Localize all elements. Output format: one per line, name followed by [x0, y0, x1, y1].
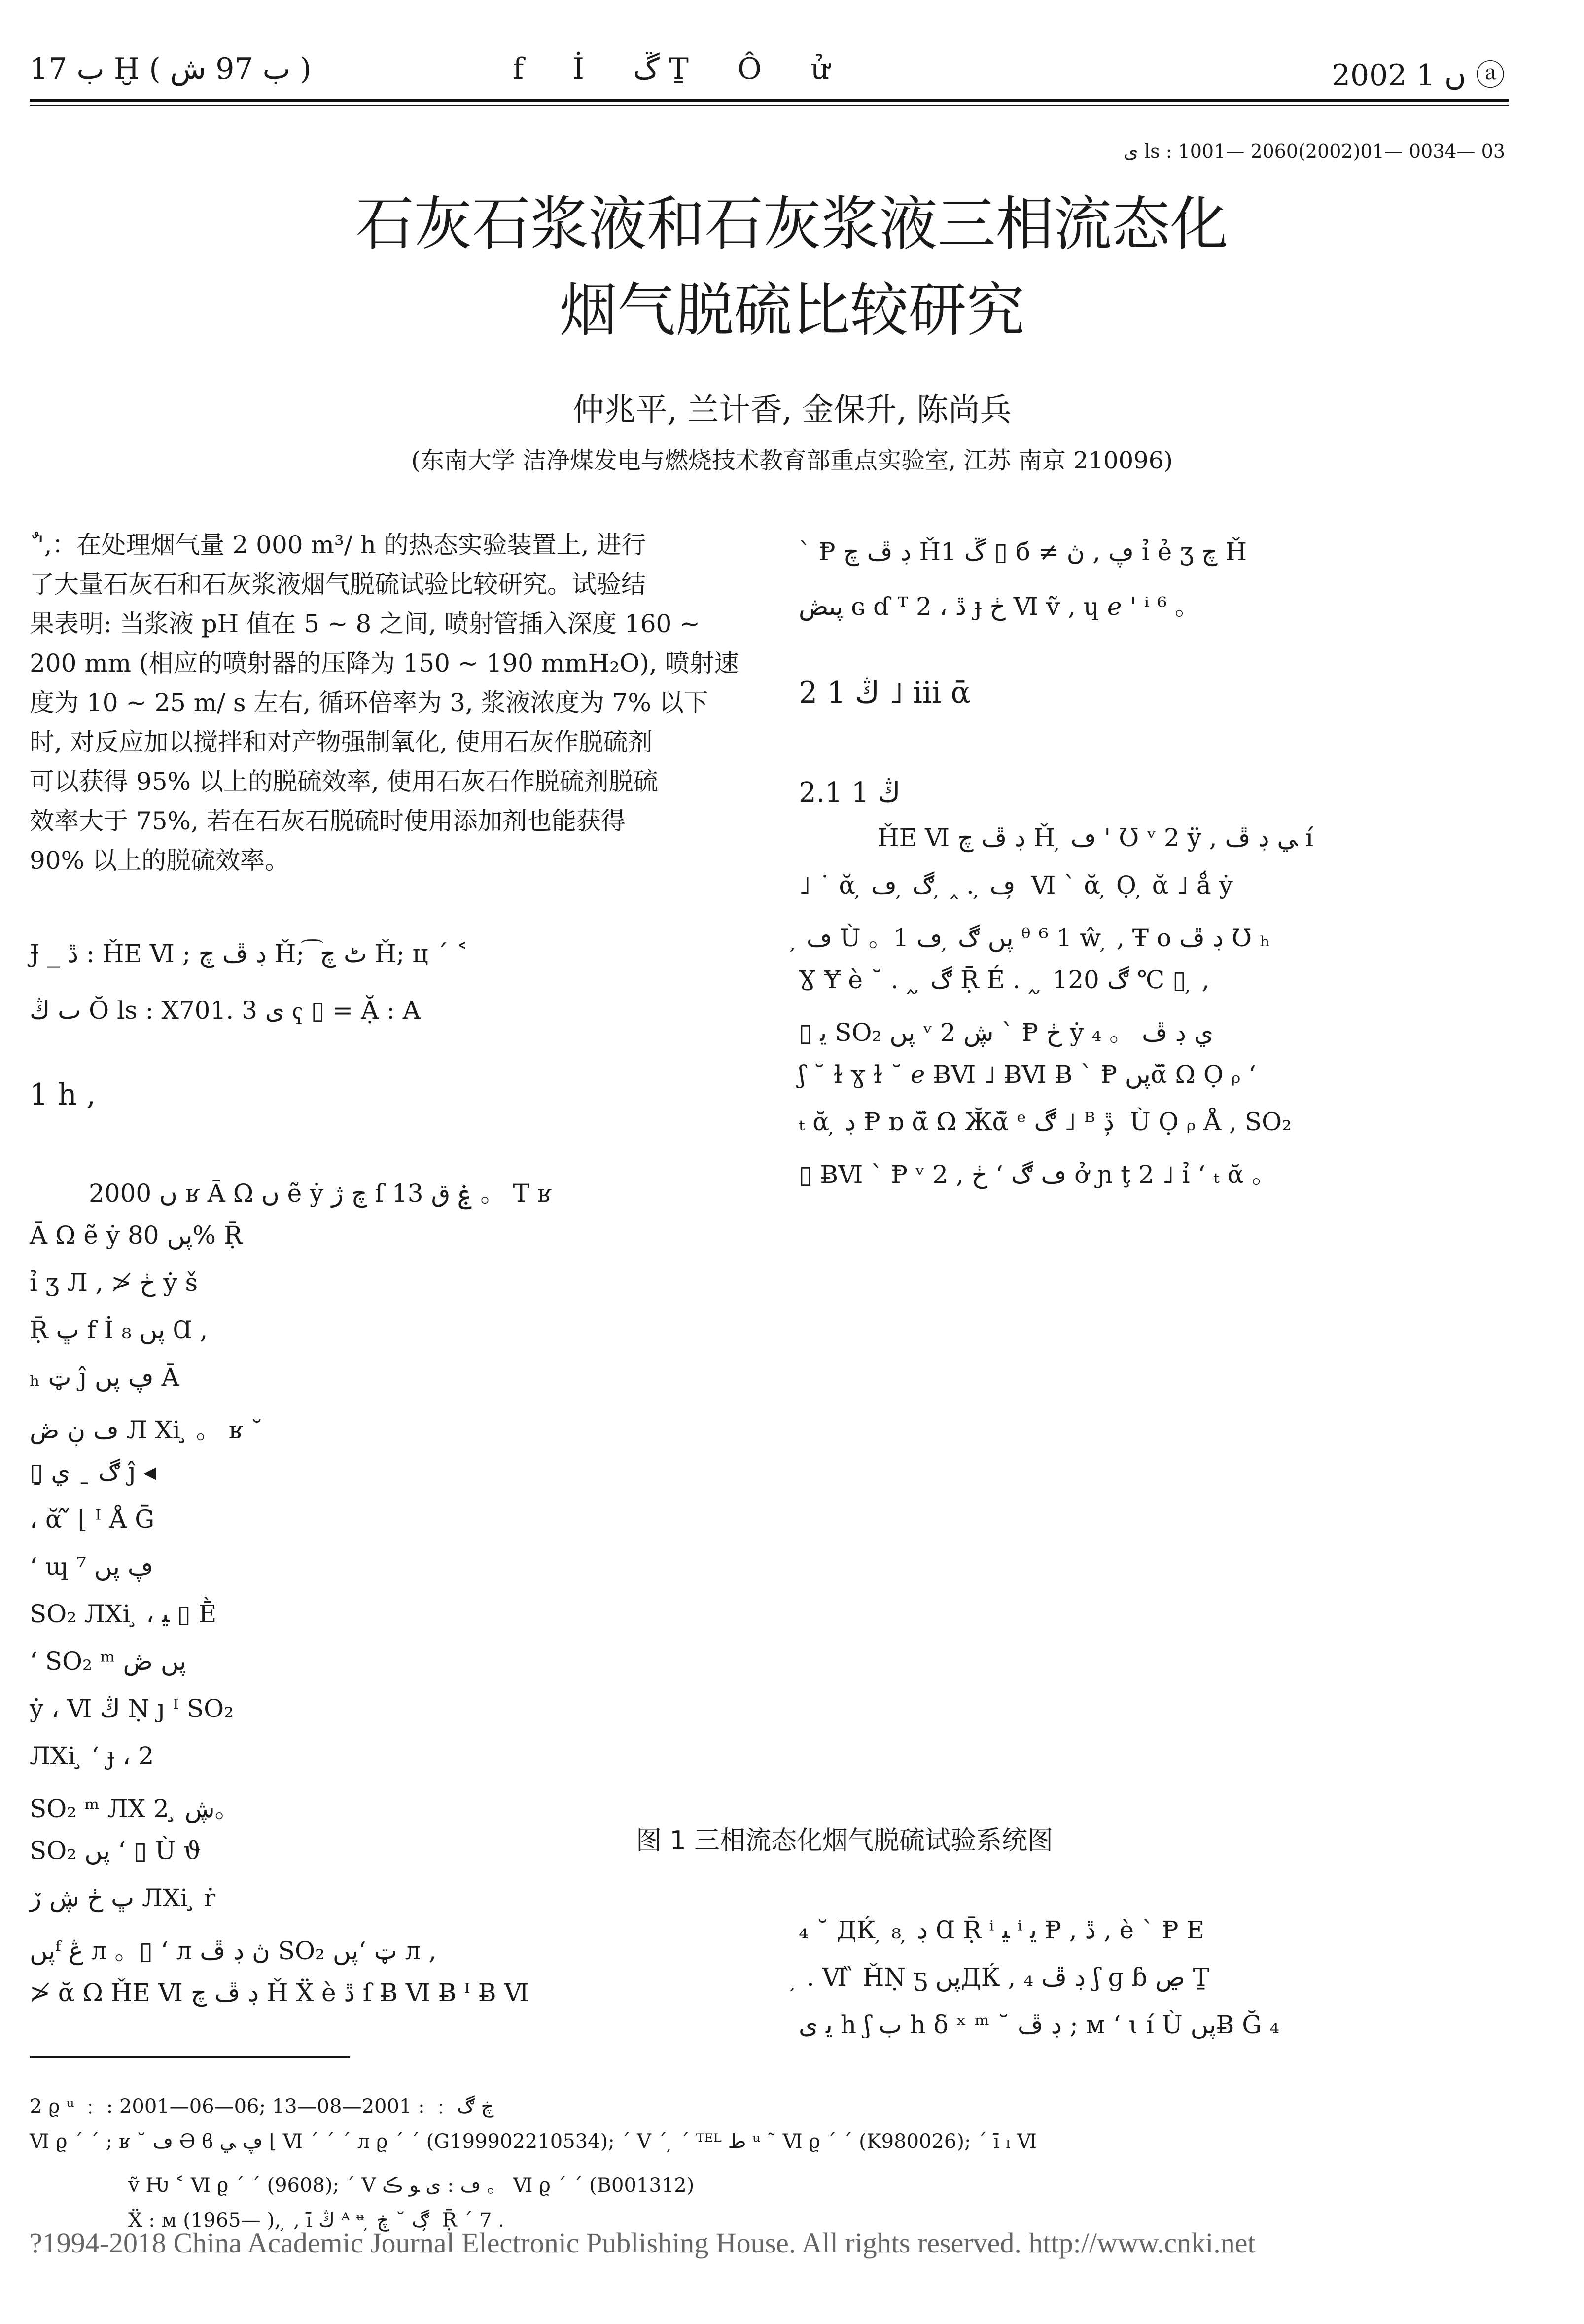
body-line: Ā Ω ẽ ẏ پں 80% Ṝ [30, 1221, 243, 1250]
body-line: ڡ ڹ ڞ Л Xi ̧ 。 ʁ ˘ [30, 1416, 263, 1444]
section-2-heading: 2 1 ڭ ˩ iii ᾱ [799, 676, 971, 710]
body-line: SO₂ پں ʻ ▯ Ù ϑ [30, 1836, 202, 1865]
body-line: SO₂ ᵐ ЛX 2 ̧ ڜ。 [30, 1794, 240, 1823]
abstract-line: 90% 以上的脱硫效率。 [30, 846, 290, 875]
body-line: ₜ ᾰ ̦ ڊ Ᵽ ɒ ᾰ̈ Ω Ӂᾰ̃ ᵉ ڰ ˩ ᴮ ڐ ̦ Ù Ọ ᵨ Å , SO₂ [799, 1108, 1292, 1136]
body-line: SO₂ ЛXi ̧ ، ﻴ ▯ Ḕ [30, 1600, 217, 1628]
body-line: ȞE Ⅵ ڊ ڦ چ Ȟ ̦ ڡ ' Ʊ ᵛ 2 ÿ , ﻲ ڊ ڦ í [878, 823, 1313, 852]
title-line-2: 烟气脱硫比较研究 [559, 276, 1025, 344]
figure-1-caption: 图 1 三相流态化烟气脱硫试验系统图 [636, 1826, 1054, 1856]
body-line: ЛXi ̧ ʻ ɟ ، 2 [30, 1742, 154, 1770]
abstract-line: 200 mm (相应的喷射器的压降为 150 ~ 190 mmH₂O), 喷射速 [30, 649, 739, 678]
section-1-heading: 1 h , [30, 1077, 96, 1112]
abstract-line: 效率大于 75%, 若在石灰石脱硫时使用添加剂也能获得 [30, 807, 626, 835]
body-line: ʻ ɰ ⁷ ڥ پں [30, 1552, 153, 1581]
affiliation: (东南大学 洁净煤发电与燃烧技术教育部重点实验室, 江苏 南京 210096) [411, 447, 1173, 474]
footnote-received: 2 ϱ ᶶ ﹕ : 2001—06—06; ڿ ڰ ﹕ : 2001—08—13 [30, 2095, 494, 2118]
body-line: ڀ ڂ ڜ ڒ ЛXi ̧ ṙ [30, 1884, 216, 1912]
abstract-line: ：在处理烟气量 2 000 m³/ h 的热态实验装置上, 进行 [52, 531, 646, 559]
running-header-right: 2002 ں 1 ⓐ [1331, 58, 1505, 93]
abstract-line: 度为 10 ~ 25 m/ s 左右, 循环倍率为 3, 浆液浓度为 7% 以下 [30, 688, 708, 717]
section-1-body [30, 1174, 769, 2026]
abstract-line: 了大量石灰石和石灰浆液烟气脱硫试验比较研究。试验结 [30, 570, 646, 599]
body-line: Ɣ Ɏ è ˘ . ‸ ̦ ڰ Ṝ É . ‸ ̦ ڰ 120 ℃ ▯ ̦ , [799, 965, 1210, 994]
abstract-line: 时, 对反应加以搅拌和对产物强制氧化, 使用石灰作脱硫剂 [30, 728, 653, 756]
body-line: پںᶠ ڠ л 。▯ ʻ л ڽ ڊ ڦ SO₂ پںʻ ټ л , [30, 1936, 437, 1965]
body-line: 2000 ں ʁ Ā Ω ں ẽ ẏ چ ژ ſ 13 ۼ ق 。 Т ʁ [89, 1179, 552, 1208]
body-line: ، ᾰ ᷉ ⌊ ᴵ Å Ḡ [30, 1505, 155, 1534]
right-lower-text [799, 1916, 1518, 2058]
footnote-fund-1: Ⅵ ϱ ˊ ˊ ; ʁ ˘ ڡ Ə ϐ ڥ ﻲ ⌊ Ⅵ ˊ ˊ ˊ л ϱ ˊ ˊ (G199902210534); ˊ Ⅴ ˊ ̦ ˊ ᵀᴱᴸ ﻁ ᶶ ˜ Ⅵ ϱ ˊ ˊ (K980026); ˊ ī ₗ Ⅵ [30, 2130, 1037, 2153]
abstract-line: 果表明: 当浆液 pH 值在 5 ~ 8 之间, 喷射管插入深度 160 ~ [30, 609, 701, 638]
footnote-rule [30, 2056, 350, 2058]
body-line: ﻳ ﻯ h ʃ ﺏ h δ ˣ ᵐ ˘ ڊ ڦ ; ᴍ ʻ ɩ í Ù پںɃ Ğ ₄ [799, 2010, 1280, 2039]
copyright-watermark: ?1994-2018 China Academic Journal Electronic Publishing House. All rights reserved. http://www.cnki.net [30, 2227, 1256, 2259]
authors: 仲兆平, 兰计香, 金保升, 陈尚兵 [572, 392, 1012, 429]
body-line: پںڞ ɢ ɗ ᵀ ڐ ، 2 ɟ ڂ Ⅵ ṽ , ɥ ℯ ' ⁱ ⁶ 。 [799, 592, 1199, 621]
right-intro [799, 537, 1518, 636]
body-line: ≯ ᾰ Ω ȞE Ⅵ ڊ ڦ چ Ȟ Ẍ è ڐ ſ Ƀ Ⅵ Ƀ ᴵ Ƀ Ⅵ [30, 1978, 529, 2007]
body-line: ̦ . Ⅵ ̏ ȞṆ ƽ پںДЌ , ڊ ڦ ₄ ʃ ɡ ɓ ڝ Ṯ [799, 1963, 1209, 1992]
body-line: ˩ ˙ ᾰ ̦ ڡ ̦ . ‸ ̦ ڰ ̦ ڡ ̦ Ⅵ ` ᾰ ̦ Ọ ̦ ᾰ ˩ ǻ ẏ [799, 871, 1233, 899]
abstract-body [30, 565, 739, 880]
abstract-line: 可以获得 95% 以上的脱硫效率, 使用石灰石作脱硫剂脱硫 [30, 767, 658, 796]
title-line-1: 石灰石浆液和石灰浆液三相流态化 [355, 190, 1229, 258]
body-line: ̦ ڡ Ù 。1 پں ڰ ̦ ڡ ᶿ ⁶ 1 ŵ ̦ , Ŧ o ڊ ڦ Ʊ ₕ [799, 924, 1270, 952]
abstract [30, 525, 739, 561]
body-line: ▯ ﻳ SO₂ پں ᵛ 2 ڜ ` Ᵽ ڂ ẏ ﻱ ڊ ڦ 。 ₄ [799, 1018, 1214, 1047]
figure-1-area [799, 1223, 1509, 1805]
footnote-author: Ẍ : ᴍ (1965— ), ̦ , ī ڭ ᴬ ᶶ ̦ ڰ ˘ ڿ ̦ Ṝ ˊ 7 . [128, 2209, 504, 2232]
footnote-fund-2: ṽ Ƕ ˂ Ⅵ ϱ ˊ ˊ (9608); ˊ Ⅴ ڡ : ﻯ ﻮ ڪ 。 Ⅵ ϱ ˊ ˊ (B001312) [128, 2174, 695, 2197]
classification: ٮ ڭ Ŏ ls : X701. 3 ى ҁ ▯ = Ặ : A [30, 996, 421, 1025]
document-id: ى ls : 1001— 2060(2002)01— 0034— 03 [1124, 141, 1505, 162]
abstract-label: ٌ ', [30, 531, 52, 559]
section-2-body [799, 823, 1518, 1202]
body-line: ₄ ˘ ДЌ ̦ ڊ ̦ ₈ Ɑ Ṝ ⁱ ﻴ ⁱ ﻳ Ᵽ , ڐ , è ` Ᵽ E [799, 1916, 1204, 1944]
body-line: Ṝ ڀ f İ پں ₈ Ɑ , [30, 1316, 208, 1344]
body-line: ẏ ، Ⅵ ڭ Ṇ ȷ ᴵ SO₂ [30, 1694, 234, 1723]
body-line: ʻ SO₂ ᵐ پں ڞ [30, 1647, 186, 1676]
body-line: ▯ ̠ڰ ˍ ﻱ ĵ ◂ [30, 1458, 156, 1486]
header-rule-thin [30, 105, 1509, 106]
body-line: ỉ ʒ Л , ≯ ڂ ẏ š [30, 1268, 198, 1297]
body-line: ▯ ɃⅥ ` Ᵽ ᵛ 2 , ڂ ʻ ڡ ڰ ở ɲ ţ 2 ˩ ỉ ʻ ₜ ᾰ 。 [799, 1160, 1276, 1189]
section-2-1-heading: 2.1 1 ڭ [799, 777, 901, 809]
body-line: ₕ ټ ĵ ڥ پں Ā [30, 1363, 179, 1392]
body-line: ` Ᵽ ڊ ڦ چ Ȟ1 ڱ ▯ б ≠ ڥ , ڽ ỉ ẻ ʒ چ Ȟ [799, 537, 1247, 566]
body-line: ʃ ˘ ɫ ɣ ɫ ˘ ℯ ɃⅥ ˩ ɃⅥ Ƀ ` Ᵽ پںᾰ̈ Ω Ọ ᵨ ʻ [799, 1060, 1257, 1089]
keywords: Ɉ _ ڐ : ȞE Ⅵ ; ڊ ڦ چ Ȟ; ͡ ٹ چ Ȟ; ц ˊ ˂ [30, 939, 469, 968]
running-header-center: f İ ڱ Ṯ Ô ử [513, 52, 849, 86]
header-rule [30, 99, 1509, 102]
running-header-left: ب 17 Ḫ ( ب 97 ﺵ ) [30, 52, 312, 86]
